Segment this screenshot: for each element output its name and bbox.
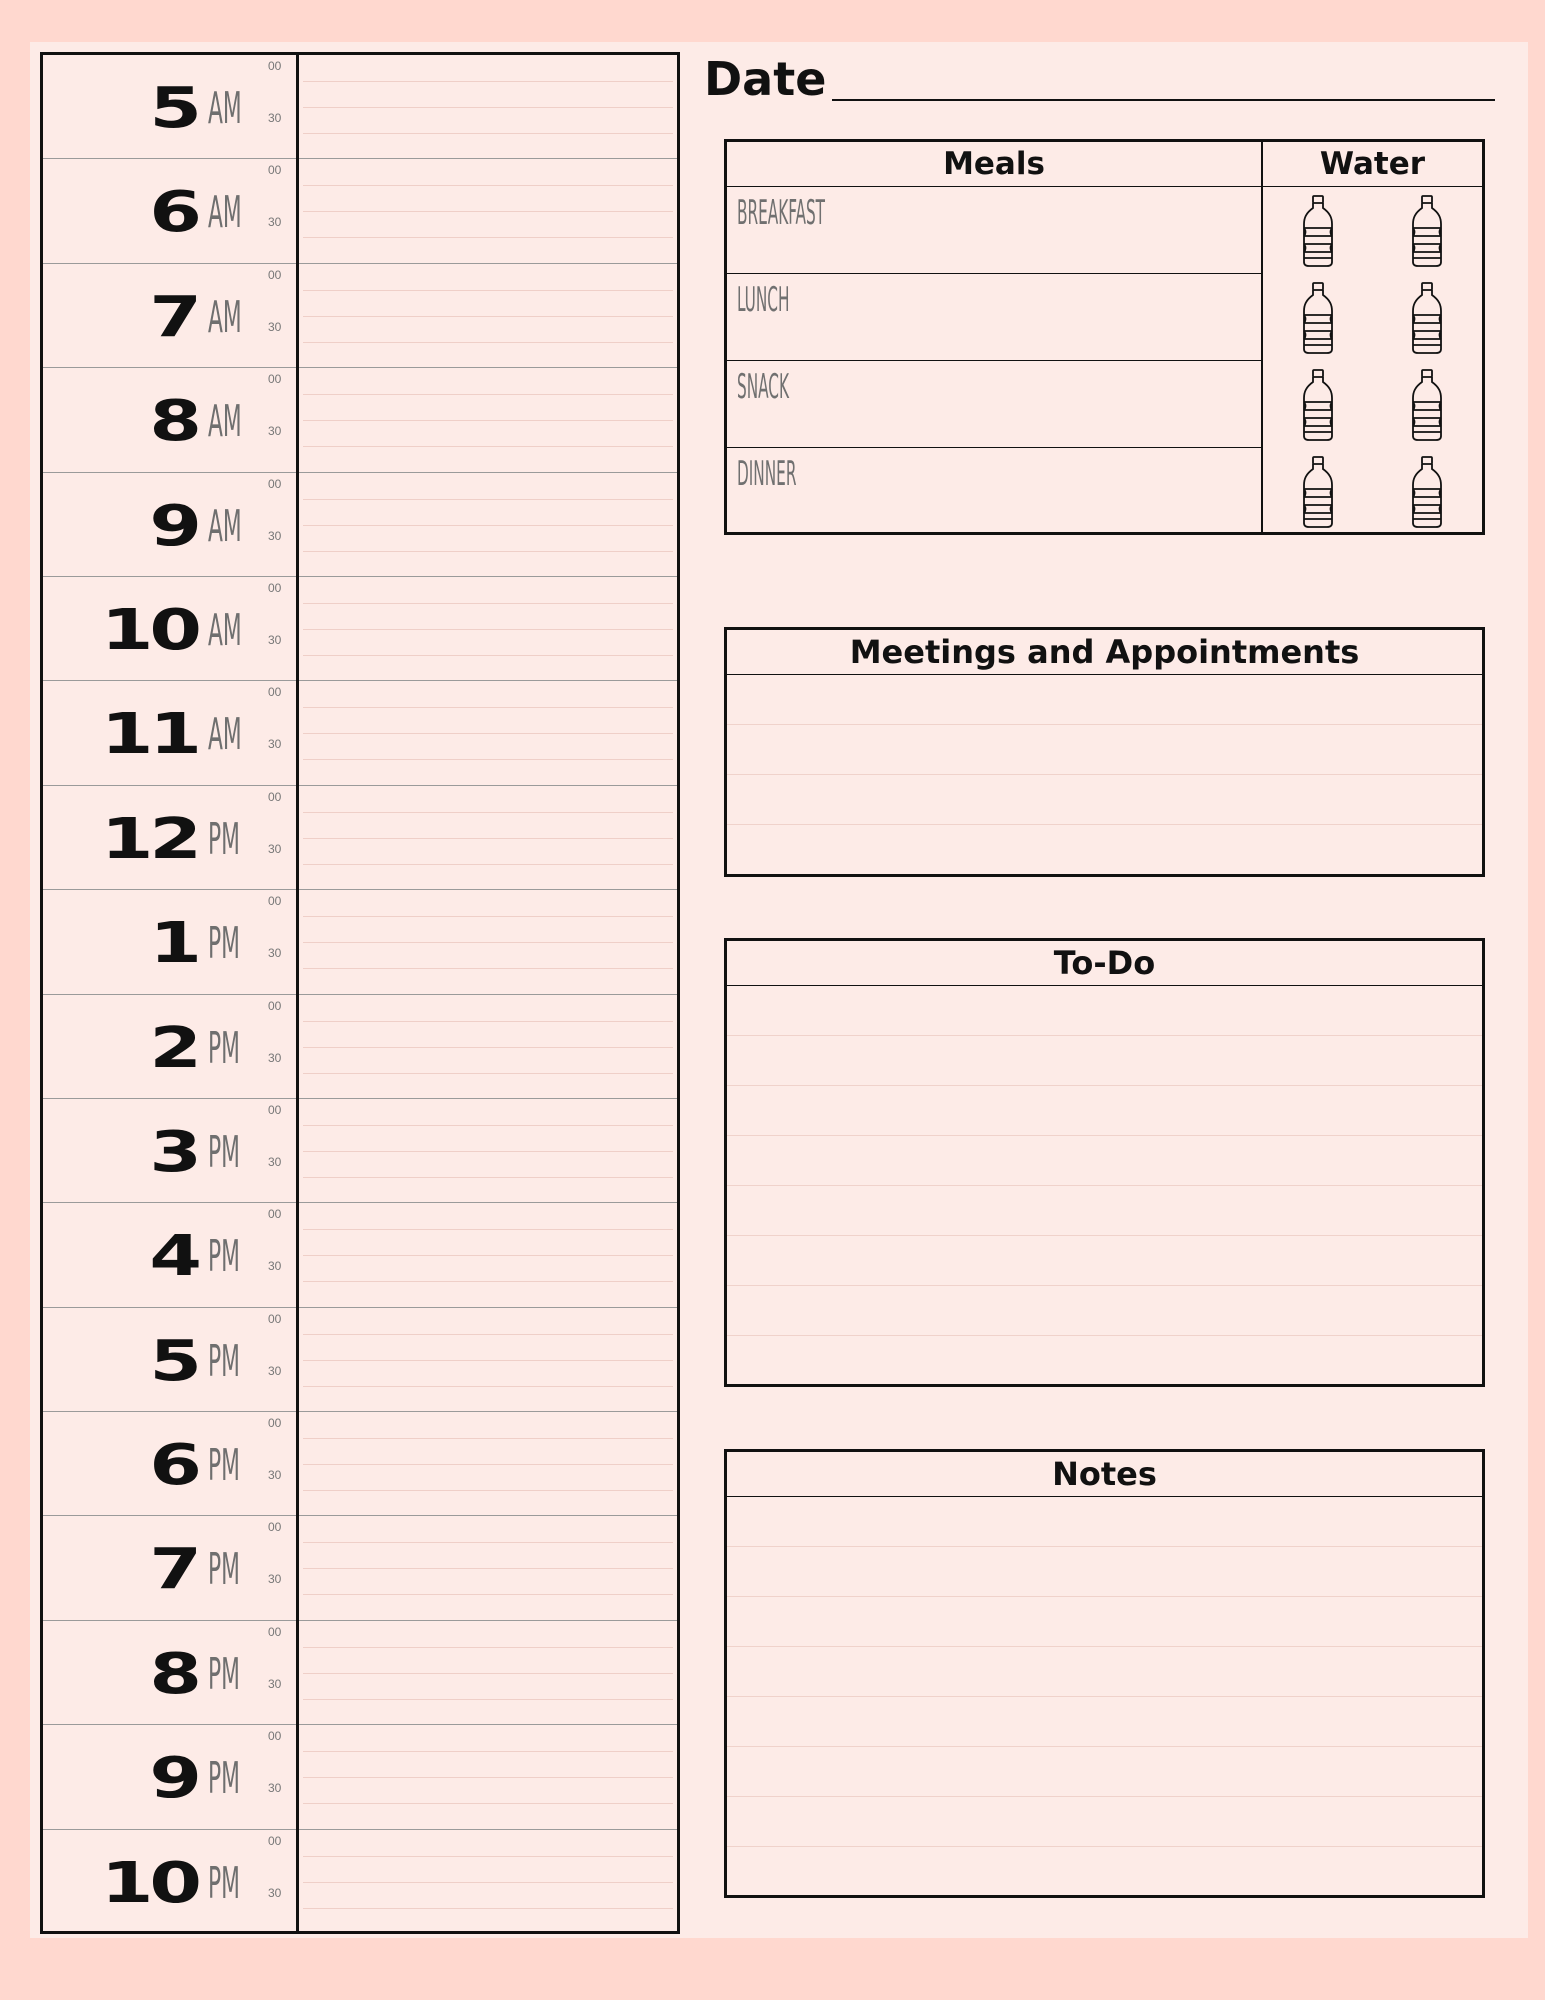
schedule-sub-line [303,1594,673,1595]
meetings-title: Meetings and Appointments [727,630,1482,675]
hour-number: 7 [149,1537,198,1603]
schedule-line-block[interactable] [299,1203,677,1307]
schedule-line-block[interactable] [299,55,677,159]
hour-meridiem: PM [208,1231,240,1283]
writing-line[interactable] [727,1136,1482,1186]
minute-mark-00: 00 [268,1311,282,1326]
minute-mark-30: 30 [268,424,282,439]
schedule-sub-line [303,185,673,186]
schedule-sub-line [303,838,673,839]
minute-mark-00: 00 [268,685,282,700]
minute-mark-30: 30 [268,841,282,856]
hour-row [43,1725,296,1829]
schedule-sub-line [303,1856,673,1857]
hour-row [43,1621,296,1725]
writing-line[interactable] [727,1647,1482,1697]
schedule-line-block[interactable] [299,577,677,681]
writing-line[interactable] [727,1597,1482,1647]
minute-mark-00: 00 [268,580,282,595]
schedule-sub-line [303,1803,673,1804]
schedule-sub-line [303,655,673,656]
minute-mark-30: 30 [268,1154,282,1169]
schedule-sub-line [303,1229,673,1230]
meal-label: DINNER [737,454,797,494]
hour-meridiem: AM [208,709,242,761]
schedule-sub-line [303,133,673,134]
hour-number: 9 [149,1746,198,1812]
minute-mark-00: 00 [268,1102,282,1117]
hour-number: 8 [149,389,198,455]
hour-meridiem: AM [208,396,242,448]
hour-row [43,681,296,785]
minute-mark-00: 00 [268,1520,282,1535]
meal-label: LUNCH [737,280,790,320]
water-bottle-icon[interactable] [1373,187,1483,274]
water-bottle-icon[interactable] [1263,187,1373,274]
schedule-sub-line [303,1438,673,1439]
water-header: Water [1263,142,1482,187]
minute-mark-00: 00 [268,1207,282,1222]
schedule-line-block[interactable] [299,368,677,472]
notes-title: Notes [727,1452,1482,1497]
minute-mark-30: 30 [268,1885,282,1900]
schedule-sub-line [303,968,673,969]
schedule-sub-line [303,629,673,630]
minute-mark-00: 00 [268,894,282,909]
hour-row [43,1516,296,1620]
writing-line[interactable] [727,1547,1482,1597]
writing-line[interactable] [727,1236,1482,1286]
schedule-line-block[interactable] [299,890,677,994]
schedule-sub-line [303,603,673,604]
minute-mark-00: 00 [268,476,282,491]
hour-number: 9 [149,493,198,559]
schedule-writing-column[interactable] [299,55,677,1931]
schedule-sub-line [303,733,673,734]
schedule-sub-line [303,1281,673,1282]
minute-mark-30: 30 [268,1676,282,1691]
notes-section [724,1449,1485,1898]
hour-row [43,1203,296,1307]
minute-mark-00: 00 [268,1416,282,1431]
schedule-line-block[interactable] [299,681,677,785]
minute-mark-30: 30 [268,737,282,752]
schedule-sub-line [303,1647,673,1648]
writing-line[interactable] [727,1086,1482,1136]
water-bottle-icon[interactable] [1373,448,1483,535]
water-bottle-icon[interactable] [1373,361,1483,448]
water-column [1263,142,1482,532]
minute-mark-30: 30 [268,111,282,125]
schedule-sub-line [303,759,673,760]
writing-line[interactable] [727,1847,1482,1897]
hour-row [43,55,296,159]
hour-labels-column [43,55,299,1931]
hour-number: 1 [149,911,198,977]
schedule-sub-line [303,1751,673,1752]
hour-meridiem: AM [208,187,242,239]
schedule-sub-line [303,1125,673,1126]
schedule-line-block[interactable] [299,1308,677,1412]
minute-mark-30: 30 [268,215,282,230]
schedule-sub-line [303,1073,673,1074]
schedule-sub-line [303,1021,673,1022]
writing-line[interactable] [727,725,1482,775]
writing-line[interactable] [727,1497,1482,1547]
hour-meridiem: PM [208,918,240,970]
hour-number: 6 [149,180,198,246]
hour-row [43,159,296,263]
schedule-sub-line [303,1464,673,1465]
minute-mark-00: 00 [268,372,282,387]
hour-meridiem: AM [208,604,242,656]
hour-number: 5 [149,76,198,141]
date-input-line[interactable] [832,99,1495,101]
schedule-sub-line [303,499,673,500]
hour-meridiem: PM [208,1126,240,1178]
hour-number: 11 [100,702,198,768]
schedule-sub-line [303,551,673,552]
schedule-sub-line [303,812,673,813]
schedule-sub-line [303,237,673,238]
schedule-sub-line [303,81,673,82]
hour-number: 3 [149,1119,198,1185]
schedule-sub-line [303,394,673,395]
schedule-sub-line [303,525,673,526]
schedule-sub-line [303,1360,673,1361]
hour-row [43,264,296,368]
meal-label: BREAKFAST [737,193,826,233]
minute-mark-30: 30 [268,1050,282,1065]
minute-mark-30: 30 [268,1363,282,1378]
hour-number: 8 [149,1641,198,1707]
water-bottle-icon[interactable] [1263,274,1373,361]
meals-header: Meals [727,142,1261,187]
schedule-sub-line [303,1699,673,1700]
minute-mark-30: 30 [268,319,282,334]
water-bottle-icon[interactable] [1263,448,1373,535]
writing-line[interactable] [727,1747,1482,1797]
minute-mark-30: 30 [268,1572,282,1587]
hour-row [43,1412,296,1516]
hour-row [43,1099,296,1203]
water-bottle-icon[interactable] [1263,361,1373,448]
hour-row [43,473,296,577]
minute-mark-00: 00 [268,163,282,178]
schedule-line-block[interactable] [299,159,677,263]
writing-line[interactable] [727,986,1482,1036]
schedule-sub-line [303,342,673,343]
hour-meridiem: PM [208,1648,240,1700]
minute-mark-30: 30 [268,632,282,647]
writing-line[interactable] [727,675,1482,725]
schedule-line-block[interactable] [299,264,677,368]
hour-meridiem: PM [208,1022,240,1074]
hour-number: 4 [149,1224,198,1290]
meals-water-table [724,139,1485,535]
schedule-line-block[interactable] [299,473,677,577]
hour-row [43,890,296,994]
writing-line[interactable] [727,1697,1482,1747]
hour-meridiem: PM [208,1544,240,1596]
meal-row[interactable] [727,187,1261,274]
schedule-line-block[interactable] [299,786,677,890]
schedule-sub-line [303,1542,673,1543]
schedule-sub-line [303,1777,673,1778]
minute-mark-30: 30 [268,946,282,961]
schedule-sub-line [303,1177,673,1178]
schedule-sub-line [303,916,673,917]
water-bottle-grid [1263,187,1482,535]
schedule-sub-line [303,420,673,421]
hour-number: 10 [100,1850,198,1916]
writing-line[interactable] [727,1336,1482,1386]
hour-number: 2 [149,1015,198,1081]
minute-mark-30: 30 [268,1781,282,1796]
todo-title: To-Do [727,941,1482,986]
schedule-line-block[interactable] [299,1621,677,1725]
schedule-sub-line [303,1673,673,1674]
hour-meridiem: PM [208,1440,240,1492]
schedule-sub-line [303,1334,673,1335]
minute-mark-30: 30 [268,1468,282,1483]
hour-meridiem: AM [208,291,242,343]
schedule-sub-line [303,316,673,317]
schedule-sub-line [303,1047,673,1048]
schedule-sub-line [303,211,673,212]
hour-number: 12 [100,806,198,872]
minute-mark-30: 30 [268,1259,282,1274]
minute-mark-00: 00 [268,789,282,804]
schedule-line-block[interactable] [299,1099,677,1203]
meal-row[interactable] [727,274,1261,361]
schedule-line-block[interactable] [299,1412,677,1516]
schedule-line-block[interactable] [299,1516,677,1620]
schedule-sub-line [303,1151,673,1152]
minute-mark-30: 30 [268,528,282,543]
schedule-line-block[interactable] [299,995,677,1099]
schedule-sub-line [303,864,673,865]
hour-row [43,1308,296,1412]
meal-row[interactable] [727,448,1261,535]
schedule-sub-line [303,290,673,291]
writing-line[interactable] [727,1186,1482,1236]
hour-row [43,577,296,681]
minute-mark-00: 00 [268,1833,282,1848]
schedule-sub-line [303,1490,673,1491]
todo-lines[interactable] [727,986,1482,1386]
writing-line[interactable] [727,825,1482,875]
hour-meridiem: PM [208,1857,240,1909]
meetings-lines[interactable] [727,675,1482,875]
water-bottle-icon[interactable] [1373,274,1483,361]
hour-row [43,1830,296,1934]
hour-row [43,786,296,890]
date-label: Date [704,52,827,106]
schedule-line-block[interactable] [299,1725,677,1829]
hour-number: 5 [149,1328,198,1394]
hour-number: 10 [100,597,198,663]
minute-mark-00: 00 [268,998,282,1013]
hour-meridiem: PM [208,1335,240,1387]
schedule-sub-line [303,1386,673,1387]
schedule-sub-line [303,1255,673,1256]
minute-mark-00: 00 [268,59,282,73]
hour-meridiem: AM [208,83,242,134]
hour-row [43,368,296,472]
minute-mark-00: 00 [268,267,282,282]
hour-meridiem: PM [208,813,240,865]
schedule-sub-line [303,446,673,447]
notes-lines[interactable] [727,1497,1482,1897]
hourly-schedule [40,52,680,1934]
schedule-sub-line [303,1882,673,1883]
todo-section [724,938,1485,1387]
schedule-sub-line [303,1908,673,1909]
meetings-section [724,627,1485,877]
writing-line[interactable] [727,1036,1482,1086]
meal-row[interactable] [727,361,1261,448]
schedule-line-block[interactable] [299,1830,677,1934]
minute-mark-00: 00 [268,1729,282,1744]
writing-line[interactable] [727,775,1482,825]
hour-number: 6 [149,1433,198,1499]
hour-number: 7 [149,284,198,350]
hour-meridiem: AM [208,500,242,552]
schedule-sub-line [303,707,673,708]
meals-column [727,142,1263,532]
meal-label: SNACK [737,367,790,407]
hour-meridiem: PM [208,1753,240,1805]
schedule-sub-line [303,942,673,943]
minute-mark-00: 00 [268,1624,282,1639]
schedule-sub-line [303,107,673,108]
hour-row [43,995,296,1099]
writing-line[interactable] [727,1286,1482,1336]
writing-line[interactable] [727,1797,1482,1847]
schedule-sub-line [303,1568,673,1569]
